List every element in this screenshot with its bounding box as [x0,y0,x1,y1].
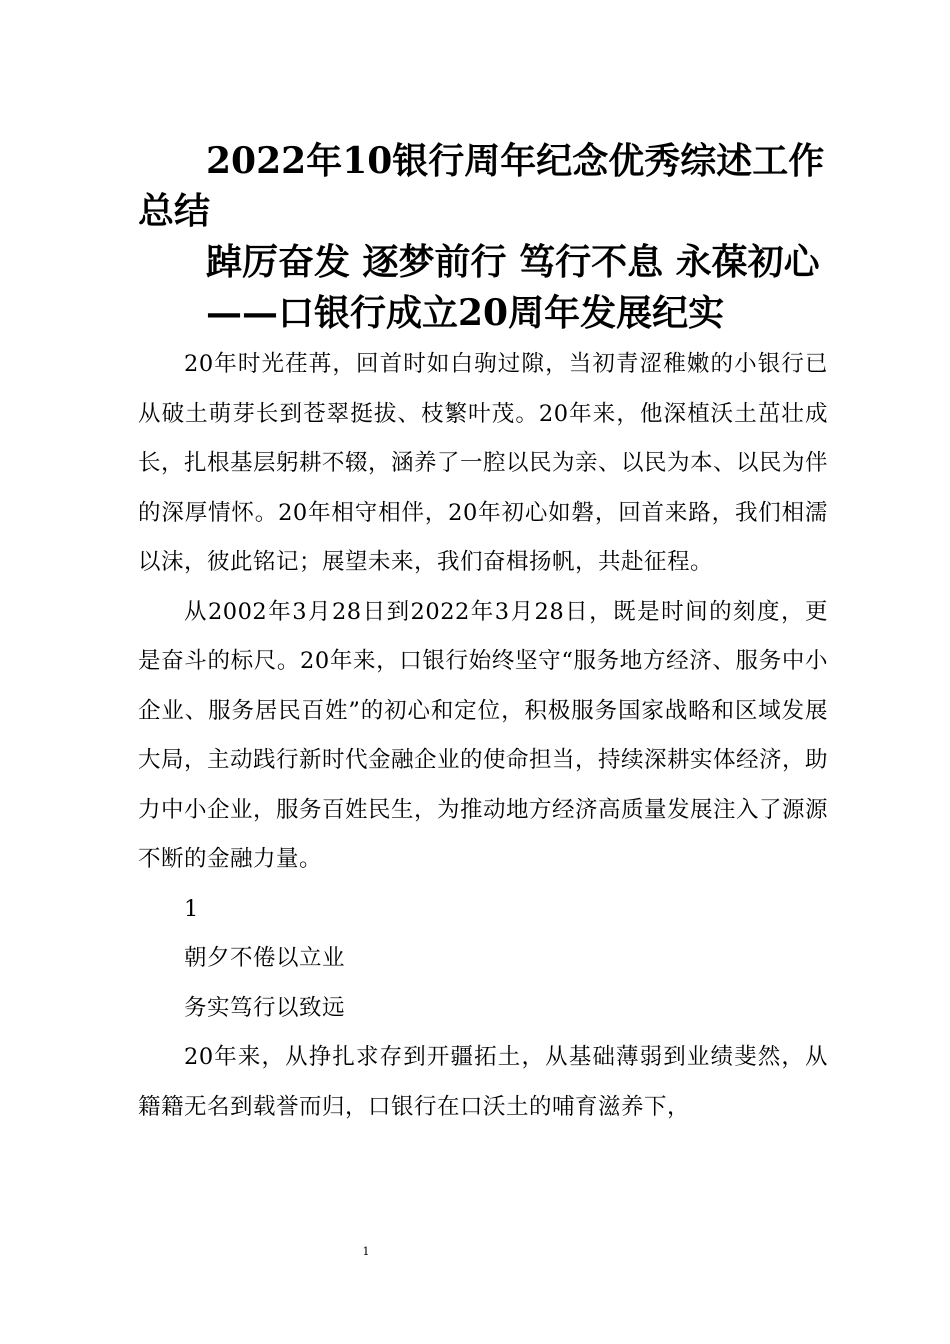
paragraph-development: 20年来，从挣扎求存到开疆拓土，从基础薄弱到业绩斐然，从籍籍无名到载誉而归，口银行在口沃土的哺育滋养下， [138,1044,828,1120]
page-number: 1 [362,1245,370,1258]
section-number: 1 [184,895,199,922]
document-title: 2022年10银行周年纪念优秀综述工作总结 [138,140,825,232]
document-subtitle-line-2: ——口银行成立20周年发展纪实 [206,292,725,334]
document-subtitle-line-1: 踔厉奋发 逐梦前行 笃行不息 永葆初心 [206,241,820,283]
paragraph-intro: 20年时光荏苒，回首时如白驹过隙，当初青涩稚嫩的小银行已从破土萌芽长到苍翠挺拔、枝繁叶茂。20年来，他深植沃土茁壮成长，扎根基层躬耕不辍，涵养了一腔以民为亲、以民为本、以民为伴的深厚情怀。20年相守相伴，20年初心如磐，回首来路，我们相濡以沫，彼此铭记；展望未来，我们奋楫扬帆，共赴征程。 [138,351,829,575]
section-heading-line-2: 务实笃行以致远 [184,994,346,1021]
section-heading-line-1: 朝夕不倦以立业 [184,945,346,971]
document-body [138,340,828,1132]
paragraph-history: 从2002年3月28日到2022年3月28日，既是时间的刻度，更是奋斗的标尺。20年来，口银行始终坚守“服务地方经济、服务中小企业、服务居民百姓”的初心和定位，积极服务国家战略和区域发展大局，主动践行新时代金融企业的使命担当，持续深耕实体经济，助力中小企业，服务百姓民生，为推动地方经济高质量发展注入了源源不断的金融力量。 [138,598,829,872]
